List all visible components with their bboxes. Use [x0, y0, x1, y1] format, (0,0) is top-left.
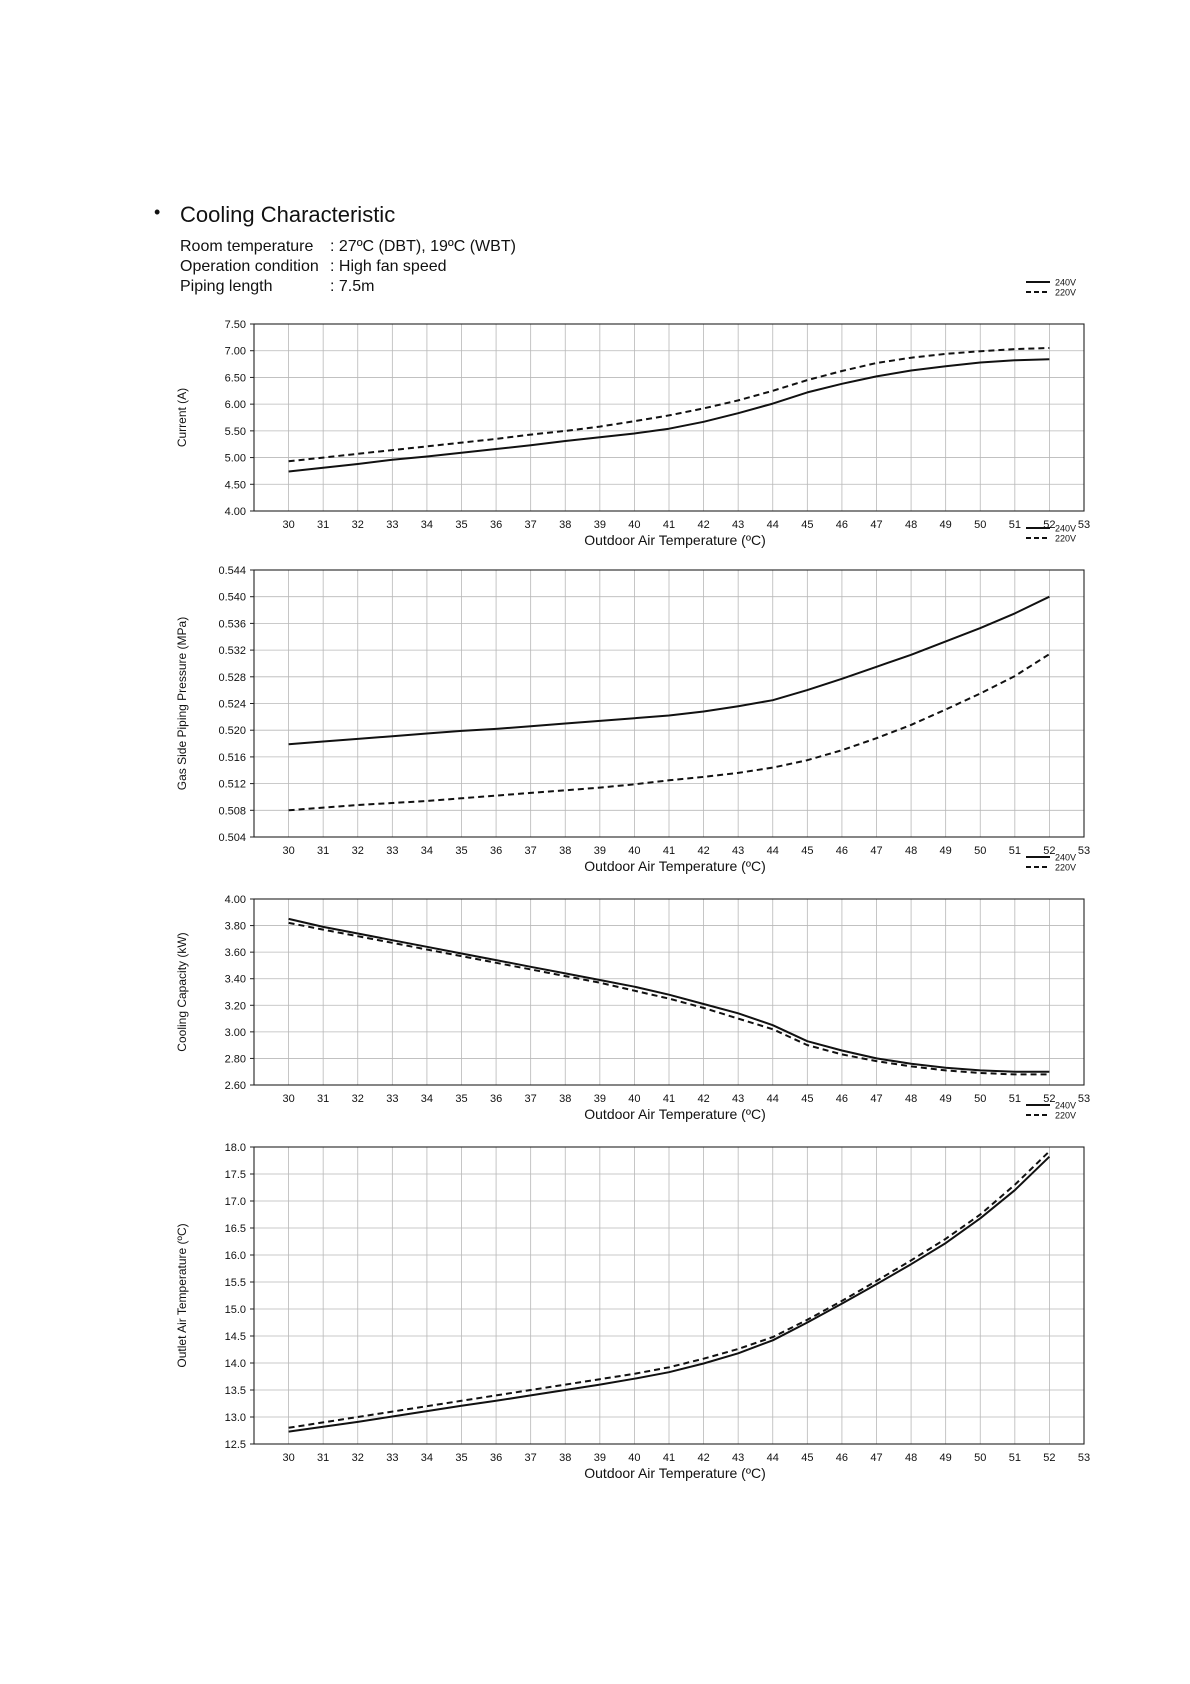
y-tick-label: 16.5 — [224, 1223, 246, 1235]
x-tick-label: 52 — [1043, 519, 1056, 531]
x-tick-label: 35 — [455, 519, 468, 531]
x-tick-label: 50 — [974, 845, 987, 857]
x-axis-label: Outdoor Air Temperature (ºC) — [584, 1106, 766, 1122]
x-tick-label: 48 — [904, 1452, 918, 1464]
x-tick-label: 53 — [1077, 1093, 1091, 1105]
x-tick-label: 46 — [835, 845, 849, 857]
y-tick-label: 16.0 — [224, 1250, 246, 1262]
y-tick-label: 4.00 — [224, 894, 246, 906]
x-tick-label: 50 — [974, 1452, 987, 1464]
y-axis-label: Gas Side Piping Pressure (MPa) — [175, 616, 189, 791]
x-tick-label: 31 — [317, 519, 330, 531]
x-tick-label: 41 — [662, 845, 676, 857]
y-axis-label: Cooling Capacity (kW) — [175, 932, 189, 1052]
y-tick-label: 3.60 — [224, 947, 246, 960]
y-tick-label: 14.0 — [224, 1358, 246, 1370]
y-tick-label: 2.60 — [224, 1080, 246, 1092]
x-tick-label: 39 — [593, 519, 606, 531]
x-tick-label: 33 — [386, 519, 399, 531]
x-tick-label: 36 — [489, 1093, 503, 1105]
y-tick-label: 0.516 — [218, 751, 246, 764]
x-tick-label: 51 — [1008, 1093, 1021, 1105]
x-axis-label: Outdoor Air Temperature (ºC) — [584, 532, 766, 548]
x-tick-label: 33 — [386, 1093, 399, 1105]
x-tick-label: 34 — [420, 1452, 434, 1464]
y-tick-label: 0.524 — [218, 698, 246, 711]
x-tick-label: 38 — [559, 519, 572, 531]
x-tick-label: 30 — [282, 519, 295, 531]
x-tick-label: 37 — [524, 1093, 537, 1105]
y-axis-label: Current (A) — [175, 387, 189, 448]
x-tick-label: 34 — [420, 845, 434, 857]
y-tick-label: 2.80 — [224, 1053, 246, 1066]
x-tick-label: 48 — [904, 1093, 918, 1105]
y-tick-label: 0.508 — [218, 805, 246, 818]
x-tick-label: 51 — [1008, 519, 1021, 531]
x-tick-label: 45 — [801, 1093, 814, 1105]
x-tick-label: 47 — [870, 519, 883, 531]
x-tick-label: 42 — [697, 1093, 710, 1105]
y-axis-label: Outlet Air Temperature (ºC) — [175, 1223, 189, 1368]
y-tick-label: 0.512 — [218, 778, 246, 791]
x-tick-label: 50 — [974, 519, 987, 531]
x-tick-label: 31 — [317, 1452, 330, 1464]
bullet-icon: • — [154, 202, 161, 222]
x-tick-label: 35 — [455, 845, 468, 857]
x-tick-label: 32 — [351, 1093, 364, 1105]
x-tick-label: 48 — [904, 519, 918, 531]
x-tick-label: 32 — [351, 1452, 364, 1464]
y-tick-label: 6.50 — [224, 372, 246, 385]
legend-label: 240V — [1055, 1100, 1077, 1111]
x-tick-label: 40 — [628, 1093, 641, 1105]
chart-1 — [175, 278, 1090, 549]
x-tick-label: 33 — [386, 1452, 399, 1464]
x-tick-label: 41 — [662, 519, 676, 531]
x-tick-label: 38 — [559, 1093, 572, 1105]
y-tick-label: 5.50 — [224, 425, 246, 438]
x-tick-label: 38 — [559, 845, 572, 857]
x-tick-label: 31 — [317, 1093, 330, 1105]
condition-value: : 7.5m — [330, 278, 375, 295]
x-tick-label: 48 — [904, 845, 918, 857]
y-tick-label: 15.0 — [224, 1304, 246, 1316]
x-tick-label: 51 — [1008, 845, 1021, 857]
x-tick-label: 43 — [732, 1452, 745, 1464]
y-tick-label: 0.532 — [218, 645, 246, 658]
x-tick-label: 40 — [628, 1452, 641, 1464]
legend-label: 220V — [1055, 1110, 1077, 1121]
x-tick-label: 38 — [559, 1452, 572, 1464]
x-tick-label: 40 — [628, 519, 641, 531]
x-axis-label: Outdoor Air Temperature (ºC) — [584, 1465, 766, 1481]
x-tick-label: 46 — [835, 1093, 849, 1105]
x-tick-label: 36 — [489, 1452, 503, 1464]
condition-label: Room temperature — [180, 238, 314, 255]
y-tick-label: 3.40 — [224, 973, 246, 986]
x-tick-label: 39 — [593, 845, 606, 857]
y-tick-label: 3.00 — [224, 1026, 246, 1039]
legend-label: 240V — [1055, 277, 1077, 288]
x-tick-label: 51 — [1008, 1452, 1021, 1464]
y-tick-label: 0.520 — [218, 725, 246, 738]
x-tick-label: 35 — [455, 1452, 468, 1464]
x-tick-label: 49 — [939, 1093, 952, 1105]
y-tick-label: 17.0 — [224, 1196, 246, 1208]
y-tick-label: 13.0 — [224, 1412, 246, 1424]
y-tick-label: 0.528 — [218, 671, 246, 684]
x-tick-label: 44 — [766, 519, 779, 531]
x-tick-label: 49 — [939, 519, 952, 531]
x-tick-label: 37 — [524, 1452, 537, 1464]
x-tick-label: 39 — [593, 1452, 606, 1464]
y-tick-label: 7.50 — [224, 319, 246, 331]
y-tick-label: 17.5 — [224, 1169, 246, 1181]
x-tick-label: 39 — [593, 1093, 606, 1105]
x-tick-label: 35 — [455, 1093, 468, 1105]
x-tick-label: 53 — [1077, 845, 1091, 857]
y-tick-label: 14.5 — [224, 1331, 246, 1343]
y-tick-label: 6.00 — [224, 399, 246, 412]
legend-label: 220V — [1055, 533, 1077, 544]
x-tick-label: 47 — [870, 1452, 883, 1464]
condition-value: : High fan speed — [330, 258, 447, 275]
x-tick-label: 44 — [766, 1452, 779, 1464]
x-tick-label: 49 — [939, 845, 952, 857]
x-tick-label: 45 — [801, 519, 814, 531]
y-tick-label: 3.20 — [224, 1000, 246, 1013]
x-tick-label: 36 — [489, 519, 503, 531]
x-tick-label: 47 — [870, 1093, 883, 1105]
y-tick-label: 15.5 — [224, 1277, 246, 1289]
x-tick-label: 44 — [766, 1093, 779, 1105]
y-tick-label: 18.0 — [224, 1142, 246, 1154]
y-tick-label: 4.00 — [224, 506, 246, 518]
y-tick-label: 12.5 — [224, 1439, 246, 1451]
x-tick-label: 52 — [1043, 845, 1056, 857]
x-tick-label: 45 — [801, 1452, 814, 1464]
legend-label: 220V — [1055, 862, 1077, 873]
y-tick-label: 7.00 — [224, 345, 246, 358]
x-tick-label: 52 — [1043, 1452, 1056, 1464]
chart-4 — [175, 1101, 1090, 1482]
x-tick-label: 41 — [662, 1452, 676, 1464]
x-tick-label: 46 — [835, 519, 849, 531]
x-tick-label: 37 — [524, 845, 537, 857]
y-tick-label: 4.50 — [224, 479, 246, 492]
x-tick-label: 32 — [351, 519, 364, 531]
x-tick-label: 43 — [732, 519, 745, 531]
x-tick-label: 41 — [662, 1093, 676, 1105]
condition-label: Operation condition — [180, 258, 319, 275]
x-axis-label: Outdoor Air Temperature (ºC) — [584, 858, 766, 874]
y-tick-label: 13.5 — [224, 1385, 246, 1397]
condition-label: Piping length — [180, 278, 273, 295]
x-tick-label: 42 — [697, 519, 710, 531]
x-tick-label: 45 — [801, 845, 814, 857]
y-tick-label: 3.80 — [224, 920, 246, 933]
x-tick-label: 53 — [1077, 519, 1091, 531]
x-tick-label: 31 — [317, 845, 330, 857]
y-tick-label: 0.544 — [218, 565, 246, 577]
x-tick-label: 40 — [628, 845, 641, 857]
x-tick-label: 42 — [697, 845, 710, 857]
legend-label: 220V — [1055, 287, 1077, 298]
x-tick-label: 36 — [489, 845, 503, 857]
x-tick-label: 44 — [766, 845, 779, 857]
y-tick-label: 0.536 — [218, 618, 246, 631]
x-tick-label: 30 — [282, 1452, 295, 1464]
x-tick-label: 33 — [386, 845, 399, 857]
legend-label: 240V — [1055, 852, 1077, 863]
x-tick-label: 46 — [835, 1452, 849, 1464]
x-tick-label: 43 — [732, 845, 745, 857]
x-tick-label: 37 — [524, 519, 537, 531]
x-tick-label: 53 — [1077, 1452, 1091, 1464]
y-tick-label: 5.00 — [224, 452, 246, 465]
x-tick-label: 52 — [1043, 1093, 1056, 1105]
x-tick-label: 43 — [732, 1093, 745, 1105]
section-title: Cooling Characteristic — [180, 202, 396, 227]
x-tick-label: 32 — [351, 845, 364, 857]
chart-3 — [175, 853, 1090, 1123]
x-tick-label: 34 — [420, 519, 434, 531]
y-tick-label: 0.540 — [218, 591, 246, 604]
x-tick-label: 34 — [420, 1093, 434, 1105]
y-tick-label: 0.504 — [218, 832, 246, 844]
x-tick-label: 30 — [282, 845, 295, 857]
x-tick-label: 49 — [939, 1452, 952, 1464]
condition-value: : 27ºC (DBT), 19ºC (WBT) — [330, 238, 516, 255]
chart-2 — [175, 524, 1090, 875]
x-tick-label: 42 — [697, 1452, 710, 1464]
x-tick-label: 30 — [282, 1093, 295, 1105]
x-tick-label: 50 — [974, 1093, 987, 1105]
legend-label: 240V — [1055, 523, 1077, 534]
x-tick-label: 47 — [870, 845, 883, 857]
